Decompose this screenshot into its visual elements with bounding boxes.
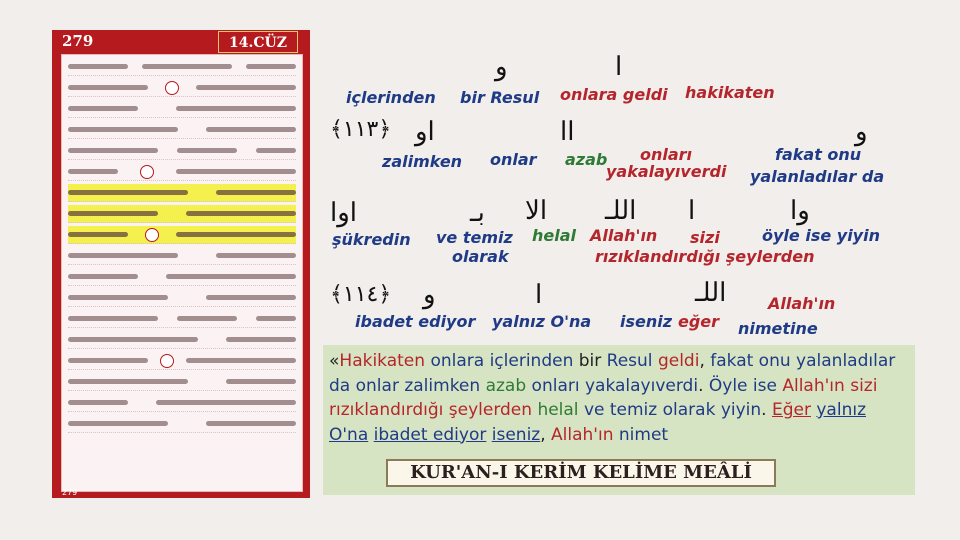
word-meaning: nimetine xyxy=(738,319,818,338)
arabic-word: اللـ xyxy=(605,196,637,226)
quran-page-text xyxy=(61,54,303,492)
page-number: 279 xyxy=(62,32,94,50)
word-meaning: onlar xyxy=(490,150,537,169)
title-banner: KUR'AN-I KERİM KELİME MEÂLİ xyxy=(386,459,776,487)
arabic-word: ا xyxy=(615,52,623,82)
arabic-word: ا xyxy=(688,196,696,226)
quran-page xyxy=(52,30,310,498)
arabic-word: او xyxy=(415,117,435,147)
word-meaning: yalanladılar da xyxy=(750,167,885,186)
arabic-word: وا xyxy=(790,196,810,226)
arabic-word: ا xyxy=(535,280,543,310)
page-footer: 279 xyxy=(62,488,78,497)
word-meaning: ve temiz xyxy=(436,228,513,247)
word-meaning: hakikaten xyxy=(685,83,775,102)
word-meaning: azab xyxy=(565,150,608,169)
word-meaning: ibadet ediyor xyxy=(355,312,476,331)
word-meaning: olarak xyxy=(452,247,509,266)
word-meaning: içlerinden xyxy=(346,88,436,107)
verse-marker: ﴿١١٣﴾ xyxy=(330,117,392,142)
word-meaning: yalnız O'na xyxy=(492,312,592,331)
word-meaning: şükredin xyxy=(332,230,411,249)
word-meaning: rızıklandırdığı şeylerden xyxy=(595,247,815,266)
word-meaning: zalimken xyxy=(382,152,463,171)
verse-marker: ﴿١١٤﴾ xyxy=(330,282,392,307)
word-meaning: öyle ise yiyin xyxy=(762,226,880,245)
word-meaning: onlara geldi xyxy=(560,85,668,104)
arabic-word: و xyxy=(855,117,868,147)
word-meaning: eğer xyxy=(678,312,720,331)
juz-label: 14.CÜZ xyxy=(218,31,298,53)
word-meaning: Allah'ın xyxy=(768,294,836,313)
word-meaning: bir Resul xyxy=(460,88,540,107)
arabic-word: اا xyxy=(560,117,575,147)
word-meaning: onları xyxy=(640,145,693,164)
arabic-word: الا xyxy=(525,196,548,226)
arabic-word: اوا xyxy=(330,198,358,228)
word-meaning: sizi xyxy=(690,228,720,247)
meaning-text: «Hakikaten onlara içlerinden bir Resul geldi, fakat onu yalanladılar da onlar zalimken azab onları yakalayıverdi. Öyle ise Allah'ın sizi rızıklandırdığı şeylerden helal ve temiz olarak yiyin. Eğer yalnız O'na ibadet ediyor iseniz, Allah'ın nimet xyxy=(329,351,896,445)
word-meaning: Allah'ın xyxy=(590,226,658,245)
arabic-word: اللـ xyxy=(695,278,727,308)
word-meaning: iseniz xyxy=(620,312,673,331)
arabic-word: و xyxy=(495,52,508,82)
arabic-word: و xyxy=(423,280,436,310)
word-meaning: fakat onu xyxy=(775,145,862,164)
word-meaning: helal xyxy=(532,226,577,245)
arabic-word: بـ xyxy=(470,198,485,228)
word-meaning: yakalayıverdi xyxy=(606,162,727,181)
